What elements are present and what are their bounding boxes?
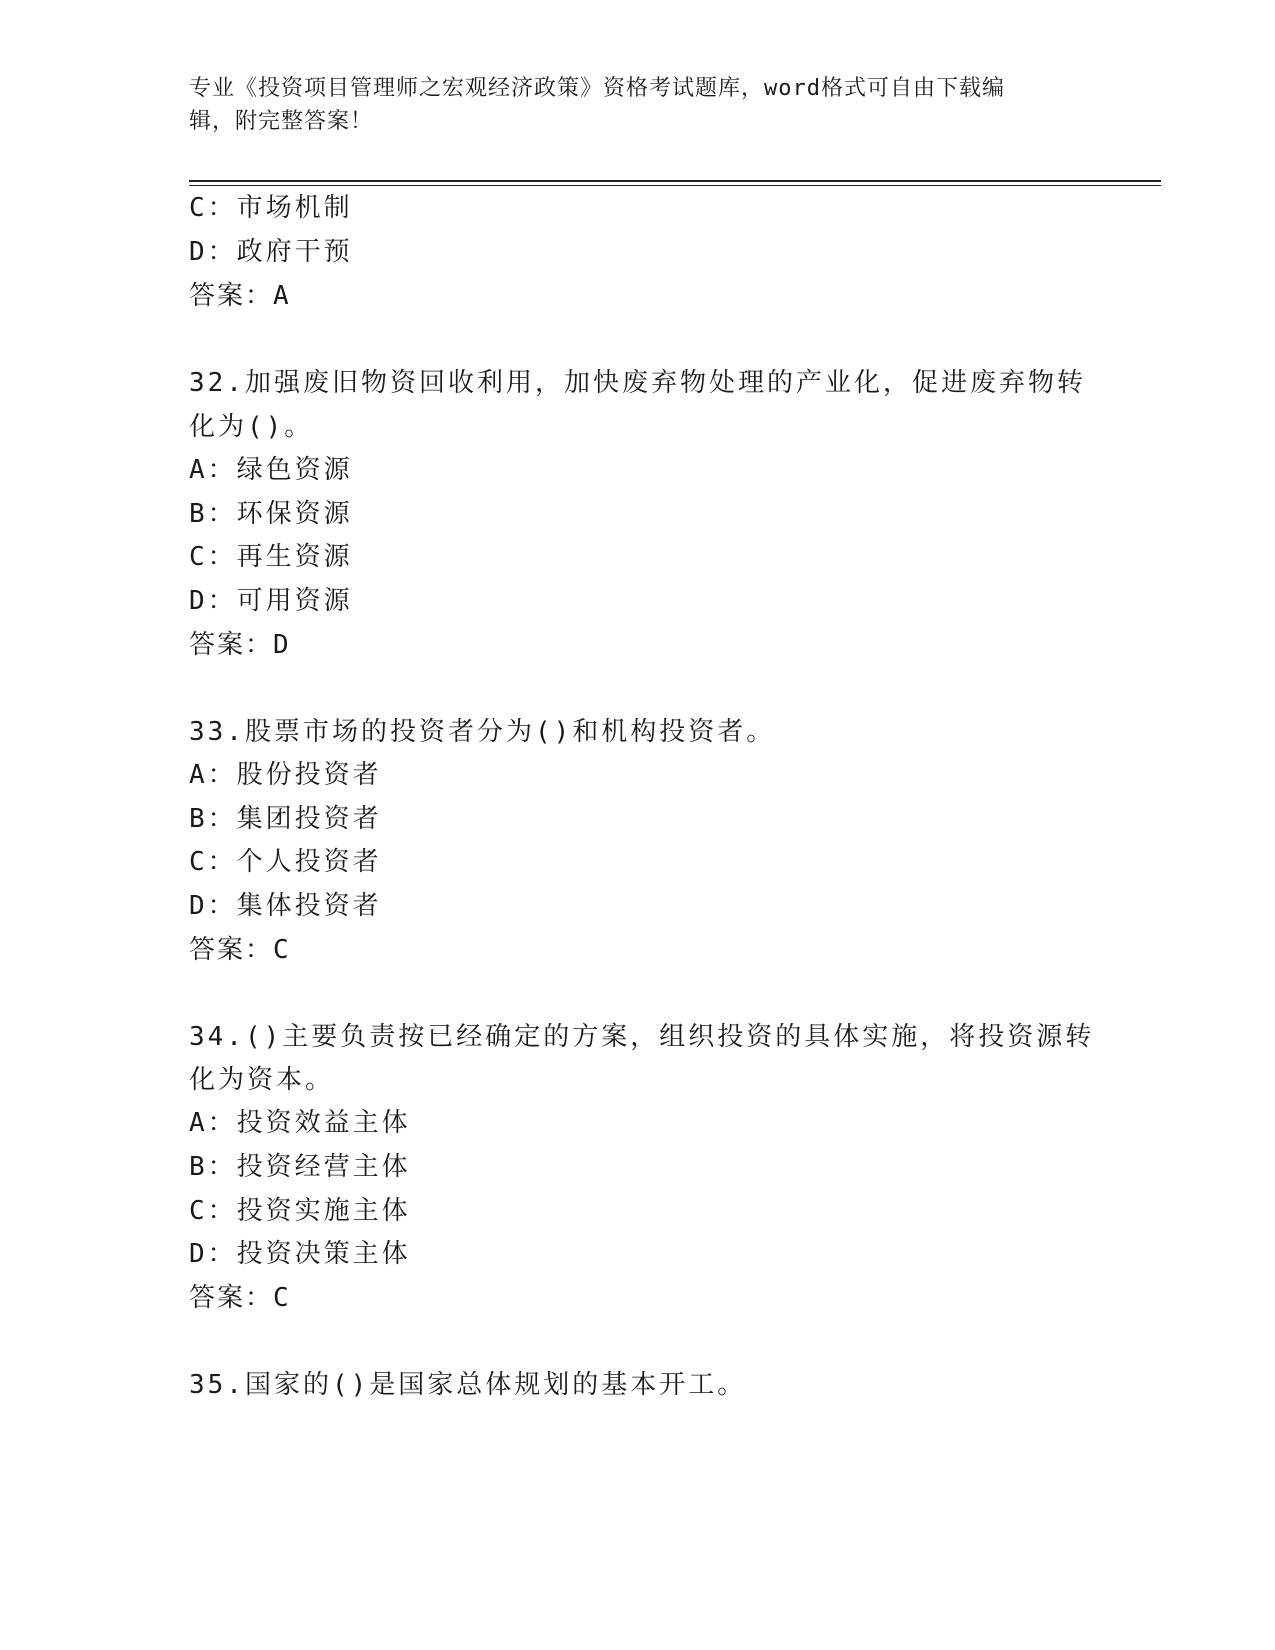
option-c: C：投资实施主体 xyxy=(189,1196,411,1226)
answer-label: 答案： xyxy=(189,935,274,965)
option-d: D：投资决策主体 xyxy=(189,1239,411,1269)
option-a: A：股份投资者 xyxy=(189,760,382,790)
option-d: D：可用资源 xyxy=(189,586,353,616)
question-stem-line-2: 化为()。 xyxy=(189,412,314,442)
question-stem-line-1: 35.国家的()是国家总体规划的基本开工。 xyxy=(189,1370,747,1400)
option-b: B：集团投资者 xyxy=(189,804,382,834)
option-b: B：环保资源 xyxy=(189,499,353,529)
question-stem-line-1: 34.()主要负责按已经确定的方案，组织投资的具体实施，将投资源转 xyxy=(189,1022,1095,1052)
question-stem-line-2: 化为资本。 xyxy=(189,1065,335,1095)
header-line-1: 专业《投资项目管理师之宏观经济政策》资格考试题库，word格式可自由下载编 xyxy=(189,76,1005,101)
answer-value: C xyxy=(273,935,289,965)
option-d: D：政府干预 xyxy=(189,237,353,267)
header-line-2: 辑，附完整答案！ xyxy=(189,109,374,134)
answer xyxy=(189,629,289,661)
option-d: D：集体投资者 xyxy=(189,891,382,921)
answer xyxy=(189,934,289,966)
answer xyxy=(189,1282,289,1314)
question-stem-line-1: 33.股票市场的投资者分为()和机构投资者。 xyxy=(189,717,776,747)
header-rule-thick xyxy=(189,180,1161,182)
answer-label: 答案： xyxy=(189,630,274,660)
option-b: B：投资经营主体 xyxy=(189,1152,411,1182)
option-a: A：绿色资源 xyxy=(189,455,353,485)
header-text xyxy=(189,72,1089,138)
option-c: C：市场机制 xyxy=(189,193,353,223)
answer-label: 答案： xyxy=(189,1283,274,1313)
answer-value: C xyxy=(273,1283,289,1313)
answer xyxy=(189,280,289,312)
option-c: C：再生资源 xyxy=(189,542,353,572)
option-a: A：投资效益主体 xyxy=(189,1108,411,1138)
answer-value: D xyxy=(273,630,289,660)
option-c: C：个人投资者 xyxy=(189,847,382,877)
header-rule-thin xyxy=(189,185,1161,186)
question-stem-line-1: 32.加强废旧物资回收利用，加快废弃物处理的产业化，促进废弃物转 xyxy=(189,368,1086,398)
answer-value: A xyxy=(273,281,289,311)
answer-label: 答案： xyxy=(189,281,274,311)
